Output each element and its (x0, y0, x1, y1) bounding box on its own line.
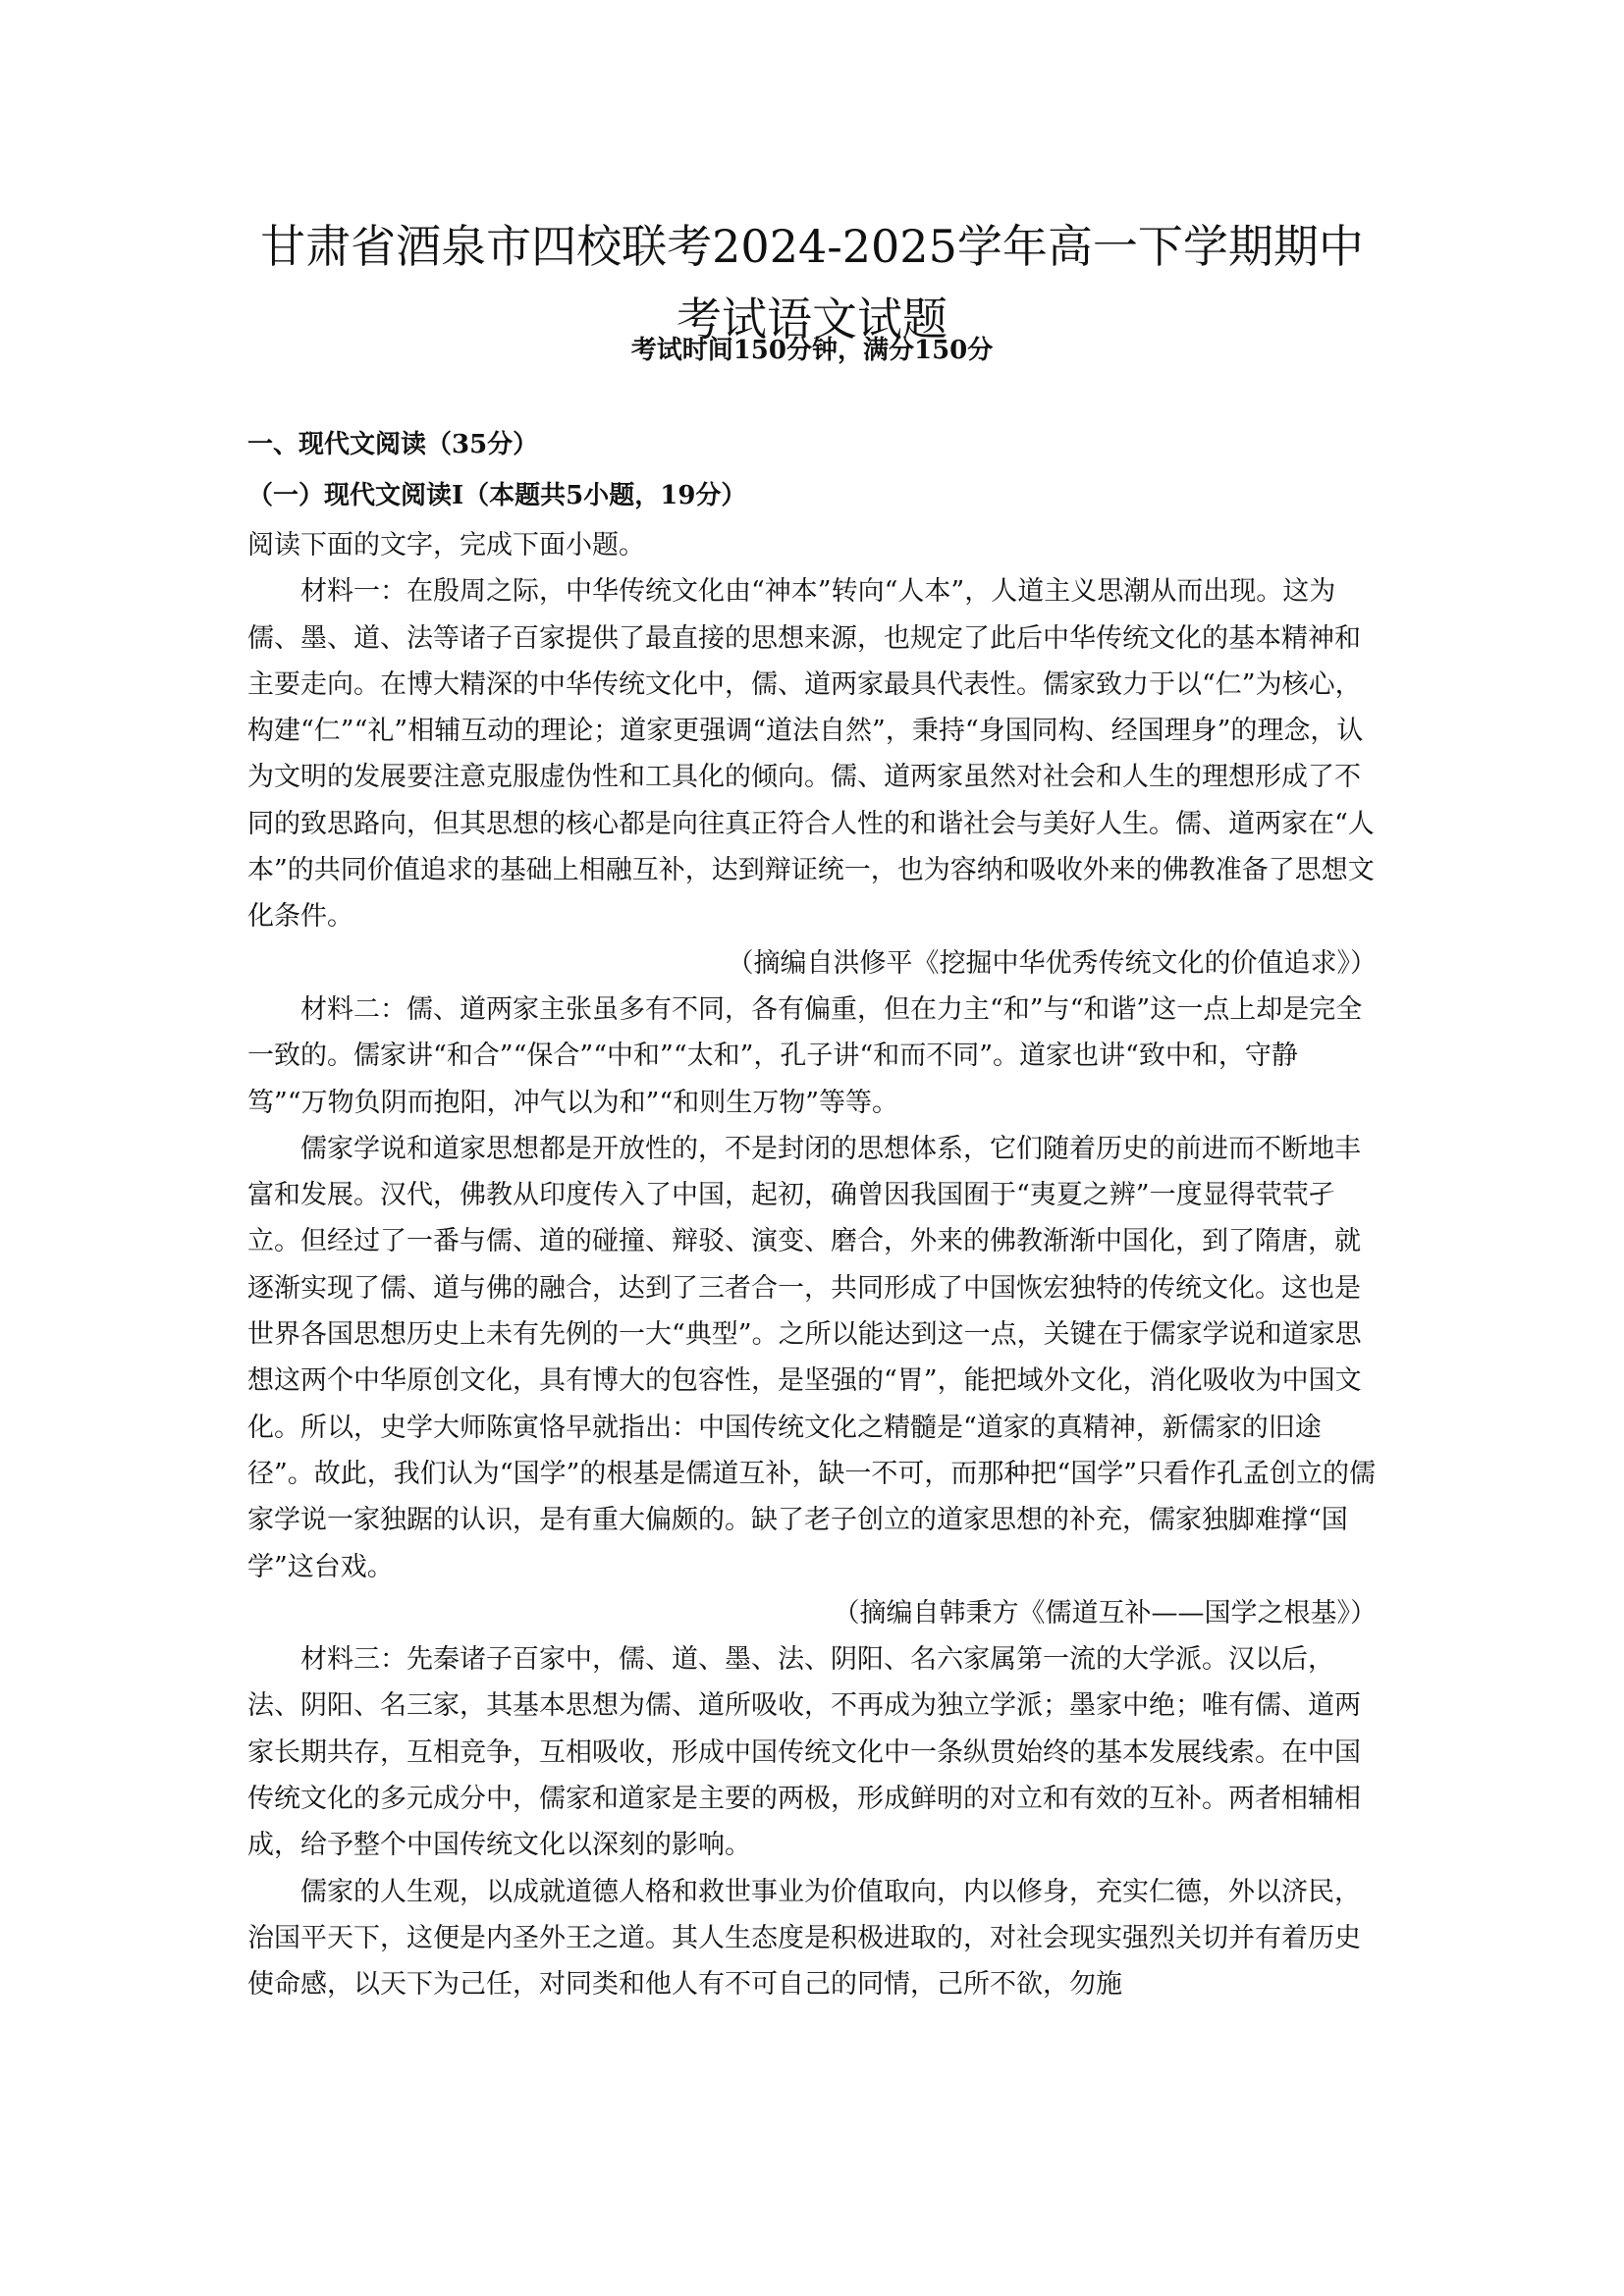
material-two-source: （摘编自韩秉方《儒道互补——国学之根基》） (833, 1597, 1377, 1629)
instruction-text: 阅读下面的文字，完成下面小题。 (247, 530, 645, 561)
material-two-paragraph-2: 儒家学说和道家思想都是开放性的，不是封闭的思想体系，它们随着历史的前进而不断地丰富和发展。汉代，佛教从印度传入了中国，起初，确曾因我国囿于“夷夏之辨”一度显得茕茕孑立。但经过了一番与儒、道的碰撞、辩驳、演变、磨合，外来的佛教渐渐中国化，到了隋唐，就逐渐实现了儒、道与佛的融合，达到了三者合一，共同形成了中国恢宏独特的传统文化。这也是世界各国思想历史上未有先例的一大“典型”。之所以能达到这一点，关键在于儒家学说和道家思想这两个中华原创文化，具有博大的包容性，是坚强的“胃”，能把域外文化，消化吸收为中国文化。所以，史学大师陈寅恪早就指出：中国传统文化之精髓是“道家的真精神，新儒家的旧途径”。故此，我们认为“国学”的根基是儒道互补，缺一不可，而那种把“国学”只看作孔孟创立的儒家学说一家独踞的认识，是有重大偏颇的。缺了老子创立的道家思想的补充，儒家独脚难撑“国学”这台戏。 (247, 1133, 1377, 1582)
reading-passage (247, 522, 1377, 2008)
material-one-paragraph: 材料一：在殷周之际，中华传统文化由“神本”转向“人本”，人道主义思潮从而出现。这为儒、墨、道、法等诸子百家提供了最直接的思想来源，也规定了此后中华传统文化的基本精神和主要走向。在博大精深的中华传统文化中，儒、道两家最具代表性。儒家致力于以“仁”为核心，构建“仁”“礼”相辅互动的理论；道家更强调“道法自然”，秉持“身国同构、经国理身”的理念，认为文明的发展要注意克服虚伪性和工具化的倾向。儒、道两家虽然对社会和人生的理想形成了不同的致思路向，但其思想的核心都是向往真正符合人性的和谐社会与美好人生。儒、道两家在“人本”的共同价值追求的基础上相融互补，达到辩证统一，也为容纳和吸收外来的佛教准备了思想文化条件。 (247, 576, 1375, 933)
subsection-heading: （一）现代文阅读Ⅰ（本题共5小题，19分） (247, 481, 747, 510)
section-heading: 一、现代文阅读（35分） (247, 430, 539, 459)
material-three-paragraph-1: 材料三：先秦诸子百家中，儒、道、墨、法、阴阳、名六家属第一流的大学派。汉以后，法、阴阳、名三家，其基本思想为儒、道所吸收，不再成为独立学派；墨家中绝；唯有儒、道两家长期共存，互相竞争，互相吸收，形成中国传统文化中一条纵贯始终的基本发展线索。在中国传统文化的多元成分中，儒家和道家是主要的两极，形成鲜明的对立和有效的互补。两者相辅相成，给予整个中国传统文化以深刻的影响。 (247, 1644, 1361, 1861)
exam-title-line2: 考试语文试题 (677, 293, 947, 346)
material-two-paragraph-1: 材料二：儒、道两家主张虽多有不同，各有偏重，但在力主“和”与“和谐”这一点上却是完全一致的。儒家讲“和合”“保合”“中和”“太和”，孔子讲“和而不同”。道家也讲“致中和，守静笃”“万物负阴而抱阳，冲气以为和”“和则生万物”等等。 (247, 993, 1363, 1118)
exam-info: 考试时间150分钟，满分150分 (630, 336, 994, 365)
material-one-source: （摘编自洪修平《挖掘中华优秀传统文化的价值追求》） (727, 947, 1377, 979)
material-three-paragraph-2: 儒家的人生观，以成就道德人格和救世事业为价值取向，内以修身，充实仁德，外以济民，治国平天下，这便是内圣外王之道。其人生态度是积极进取的，对社会现实强烈关切并有着历史使命感，以天下为己任，对同类和他人有不可自己的同情，己所不欲，勿施 (247, 1876, 1361, 2001)
exam-title-line1: 甘肃省酒泉市四校联考2024-2025学年高一下学期期中 (260, 220, 1364, 273)
